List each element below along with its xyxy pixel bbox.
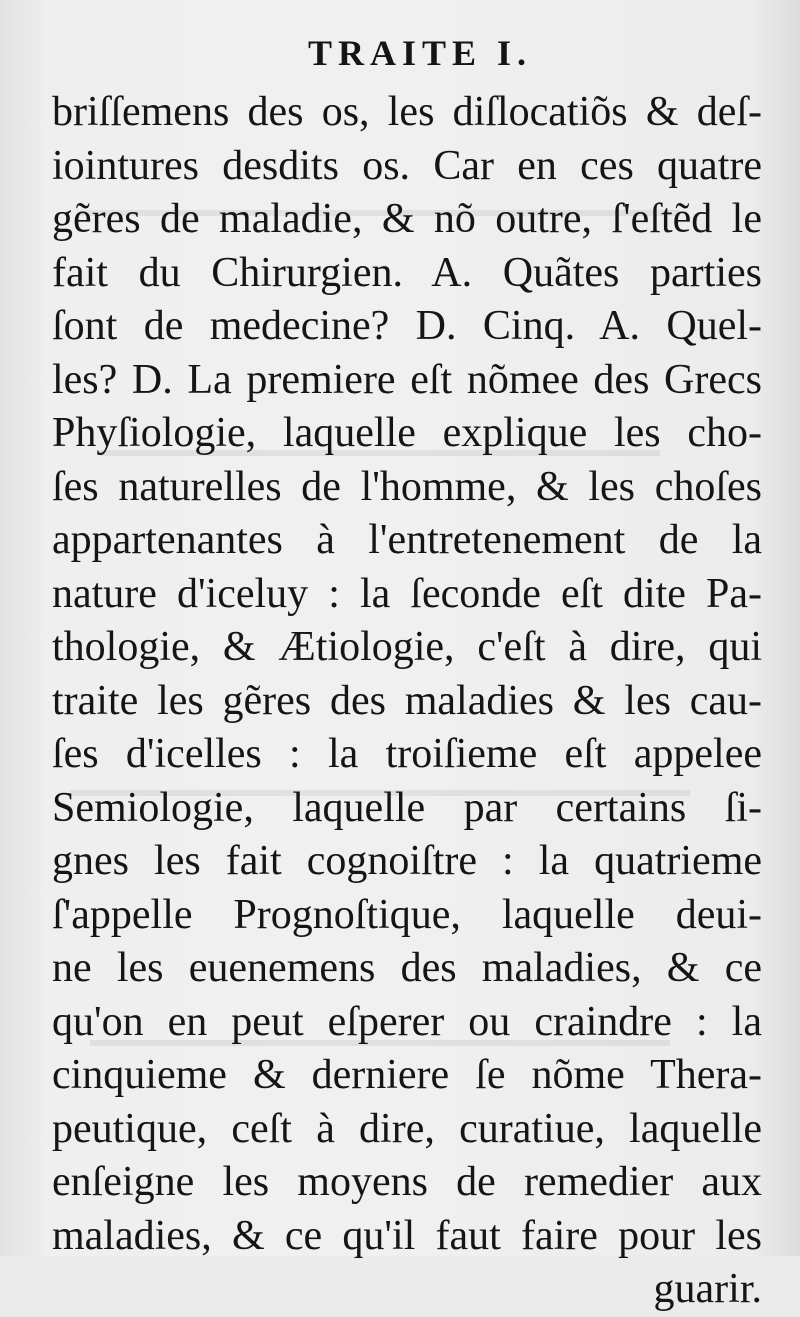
- text-line-final: guarir.: [653, 1266, 762, 1312]
- text-line: cinquieme & derniere ſe nõme Thera-: [52, 1052, 762, 1098]
- text-line: Semiologie, laquelle par certains ſi-: [52, 784, 762, 831]
- text-line: nature d'iceluy : la ſeconde eſt dite Pa-: [52, 570, 762, 617]
- text-line: peutique, ceſt à dire, curatiue, laquelle: [52, 1105, 762, 1152]
- text-line: briſſemens des os, les diſlocatiõs & deſ-: [52, 89, 762, 135]
- text-line: thologie, & Ætiologie, c'eſt à dire, qui: [52, 624, 762, 670]
- text-line: ſont de medecine? D. Cinq. A. Quel-: [52, 303, 762, 349]
- text-line: ſes naturelles de l'homme, & les choſes: [52, 463, 762, 510]
- text-line: les? D. La premiere eſt nõmee des Grecs: [52, 356, 762, 403]
- text-line: traite les gẽres des maladies & les cau-: [52, 677, 762, 724]
- text-line: iointures desdits os. Car en ces quatre: [52, 142, 762, 189]
- text-line: maladies, & ce qu'il faut faire pour les: [52, 1212, 762, 1259]
- text-line: gnes les fait cognoiſtre : la quatrieme: [52, 838, 762, 884]
- text-line: gẽres de maladie, & nõ outre, ſ'eſtẽd le: [52, 196, 762, 242]
- text-line: enſeigne les moyens de remedier aux: [52, 1159, 762, 1205]
- text-line: qu'on en peut eſperer ou craindre : la: [52, 998, 762, 1045]
- text-line: ne les euenemens des maladies, & ce: [52, 945, 762, 991]
- text-line: ſes d'icelles : la troiſieme eſt appelee: [52, 731, 762, 777]
- text-line: fait du Chirurgien. A. Quãtes parties: [52, 249, 762, 296]
- text-line: ſ'appelle Prognoſtique, laquelle deui-: [52, 891, 762, 938]
- text-line: appartenantes à l'entretenement de la: [52, 517, 762, 563]
- body-text: [52, 86, 762, 1317]
- running-head: TRAITE I.: [307, 33, 533, 73]
- text-line: Phyſiologie, laquelle explique les cho-: [52, 410, 762, 456]
